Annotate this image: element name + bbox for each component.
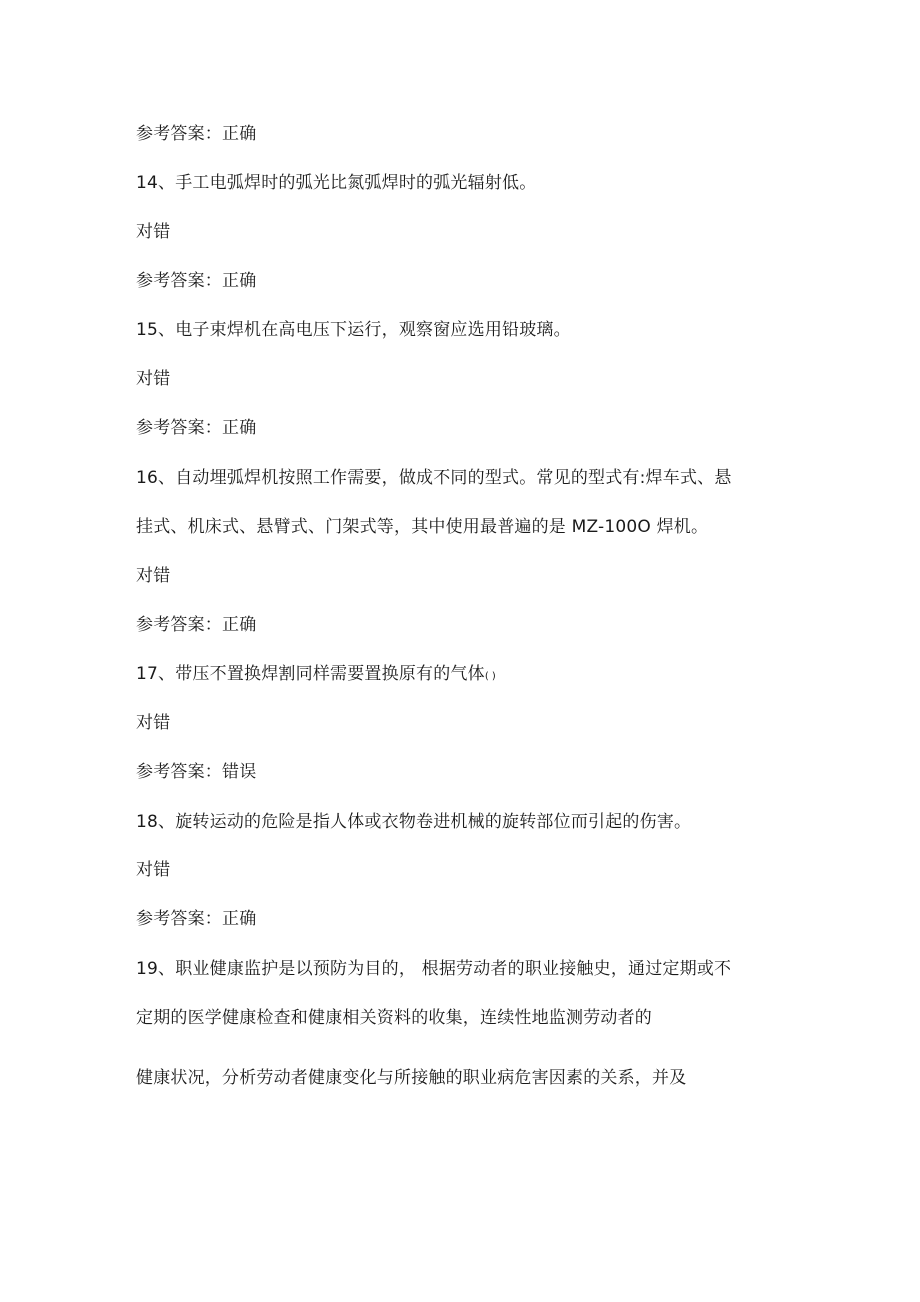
question-16-line-1: 16、自动埋弧焊机按照工作需要，做成不同的型式。常见的型式有:焊车式、悬 xyxy=(136,468,732,488)
options-line: 对错 xyxy=(136,222,171,242)
question-15: 15、电子束焊机在高电压下运行，观察窗应选用铅玻璃。 xyxy=(136,320,571,340)
answer-line: 参考答案：正确 xyxy=(136,418,257,438)
options-line: 对错 xyxy=(136,369,171,389)
question-17 xyxy=(136,662,496,689)
options-line: 对错 xyxy=(136,860,171,880)
answer-line: 参考答案：错误 xyxy=(136,762,257,782)
options-line: 对错 xyxy=(136,713,171,733)
answer-line: 参考答案：正确 xyxy=(136,271,257,291)
options-line: 对错 xyxy=(136,566,171,586)
question-16-line-2: 挂式、机床式、悬臂式、门架式等，其中使用最普遍的是 MZ-100O 焊机。 xyxy=(136,517,709,537)
question-19-line-3: 健康状况，分析劳动者健康变化与所接触的职业病危害因素的关系，并及 xyxy=(136,1068,687,1088)
answer-line: 参考答案：正确 xyxy=(136,615,257,635)
answer-line: 参考答案：正确 xyxy=(136,124,257,144)
question-19-line-1: 19、职业健康监护是以预防为目的， 根据劳动者的职业接触史，通过定期或不 xyxy=(136,959,732,979)
answer-line: 参考答案：正确 xyxy=(136,909,257,929)
question-14: 14、手工电弧焊时的弧光比氮弧焊时的弧光辐射低。 xyxy=(136,173,537,193)
question-17-text: 17、带压不置换焊割同样需要置换原有的气体 xyxy=(136,664,485,684)
blank-parentheses: ( ) xyxy=(484,671,496,682)
question-19-line-2: 定期的医学健康检查和健康相关资料的收集，连续性地监测劳动者的 xyxy=(136,1008,652,1028)
question-18: 18、旋转运动的危险是指人体或衣物卷进机械的旋转部位而引起的伤害。 xyxy=(136,812,692,832)
